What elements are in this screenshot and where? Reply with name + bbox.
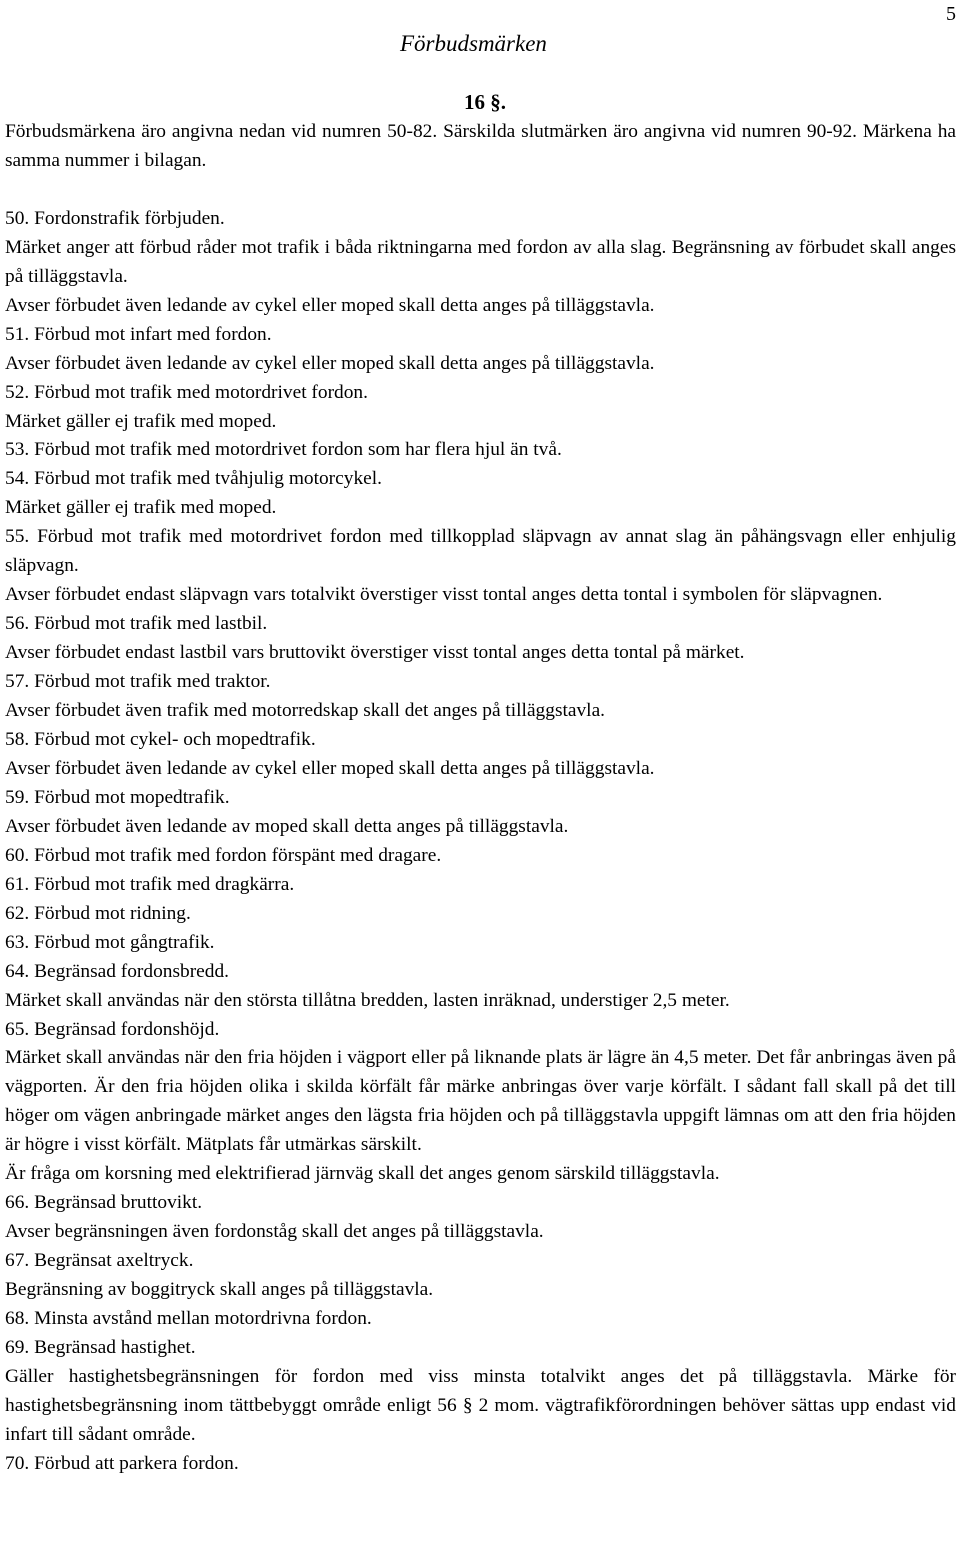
paragraph: Avser förbudet även ledande av moped skall detta anges på tilläggstavla. bbox=[5, 815, 569, 837]
paragraph: 59. Förbud mot mopedtrafik. bbox=[5, 786, 230, 808]
running-title: Förbudsmärken bbox=[400, 31, 547, 56]
paragraph: Märket gäller ej trafik med moped. bbox=[5, 410, 277, 432]
paragraph: 65. Begränsad fordonshöjd. bbox=[5, 1018, 220, 1040]
paragraph: 63. Förbud mot gångtrafik. bbox=[5, 931, 215, 953]
section-heading: 16 §. bbox=[464, 90, 506, 114]
paragraph: 70. Förbud att parkera fordon. bbox=[5, 1452, 239, 1474]
paragraph: Avser förbudet även ledande av cykel eller moped skall detta anges på tilläggstavla. bbox=[5, 757, 655, 779]
paragraph: 62. Förbud mot ridning. bbox=[5, 902, 191, 924]
paragraph: 57. Förbud mot trafik med traktor. bbox=[5, 671, 271, 693]
paragraph: Avser förbudet även ledande av cykel eller moped skall detta anges på tilläggstavla. bbox=[5, 352, 655, 374]
paragraph: Begränsning av boggitryck skall anges på tilläggstavla. bbox=[5, 1279, 434, 1301]
paragraph-spacer bbox=[5, 176, 956, 205]
paragraph: 61. Förbud mot trafik med dragkärra. bbox=[5, 873, 295, 895]
paragraph: Avser begränsningen även fordonståg skall det anges på tilläggstavla. bbox=[5, 1221, 544, 1243]
paragraph: Är fråga om korsning med elektrifierad järnväg skall det anges genom särskild tilläggstavla. bbox=[5, 1163, 720, 1185]
paragraph: 58. Förbud mot cykel- och mopedtrafik. bbox=[5, 729, 316, 750]
paragraph: Avser förbudet endast släpvagn vars totalvikt överstiger visst tontal anges detta tontal i symbolen för släpvagnen. bbox=[5, 584, 883, 606]
paragraph: 50. Fordonstrafik förbjuden. bbox=[5, 207, 225, 229]
paragraph: 60. Förbud mot trafik med fordon förspänt med dragare. bbox=[5, 844, 442, 866]
paragraph: 56. Förbud mot trafik med lastbil. bbox=[5, 613, 268, 635]
paragraph: Avser förbudet endast lastbil vars bruttovikt överstiger visst tontal anges detta tontal på märket. bbox=[5, 642, 745, 664]
paragraph: 51. Förbud mot infart med fordon. bbox=[5, 323, 272, 345]
paragraph: 54. Förbud mot trafik med tvåhjulig motorcykel. bbox=[5, 468, 382, 490]
paragraph: 64. Begränsad fordonsbredd. bbox=[5, 960, 230, 982]
paragraph: Märket anger att förbud råder mot trafik i båda riktningarna med fordon av alla slag. Begränsning av förbudet skall anges på tilläggstavla. bbox=[5, 236, 956, 287]
paragraph: Gäller hastighetsbegränsningen för fordon med viss minsta totalvikt anges det på tilläggstavla. Märke för hastighetsbegränsning inom tättbebyggt område enligt 56 § 2 mom. vägtrafikförordningen behöver sättas upp endast vid infart till sådant område. bbox=[5, 1365, 956, 1445]
paragraph: 68. Minsta avstånd mellan motordrivna fordon. bbox=[5, 1308, 372, 1330]
paragraph: 53. Förbud mot trafik med motordrivet fordon som har flera hjul än två. bbox=[5, 439, 562, 461]
paragraph: 52. Förbud mot trafik med motordrivet fordon. bbox=[5, 381, 368, 403]
paragraph: 69. Begränsad hastighet. bbox=[5, 1337, 196, 1359]
paragraph: Märket skall användas när den fria höjden i vägport eller på liknande plats är lägre än 4,5 meter. Det får anbringas även på vägporten. Är den fria höjden olika i skilda körfält får märke anbringas över varje körfält. I sådant fall skall på det till höger om vägen anbringade märket anges den lägsta fria höjden och på tilläggstavla uppgift lämnas om att den fria höjden är högre i visst körfält. Mätplats får utmärkas särskilt. bbox=[5, 1047, 956, 1156]
document-body bbox=[5, 118, 956, 1479]
paragraph: 55. Förbud mot trafik med motordrivet fordon med tillkopplad släpvagn av annat slag än påhängsvagn eller enhjulig släpvagn. bbox=[5, 526, 956, 577]
paragraph: Märket gäller ej trafik med moped. bbox=[5, 497, 277, 519]
page-number: 5 bbox=[946, 3, 956, 25]
paragraph: Avser förbudet även ledande av cykel eller moped skall detta anges på tilläggstavla. bbox=[5, 294, 655, 316]
paragraph: Avser förbudet även trafik med motorredskap skall det anges på tilläggstavla. bbox=[5, 700, 606, 722]
paragraph: 67. Begränsat axeltryck. bbox=[5, 1250, 194, 1272]
paragraph: Märket skall användas när den största tillåtna bredden, lasten inräknad, understiger 2,5 meter. bbox=[5, 989, 730, 1011]
paragraph: 66. Begränsad bruttovikt. bbox=[5, 1192, 203, 1214]
paragraph: Förbudsmärkena äro angivna nedan vid numren 50-82. Särskilda slutmärken äro angivna vid numren 90-92. Märkena ha samma nummer i bilagan. bbox=[5, 121, 956, 171]
